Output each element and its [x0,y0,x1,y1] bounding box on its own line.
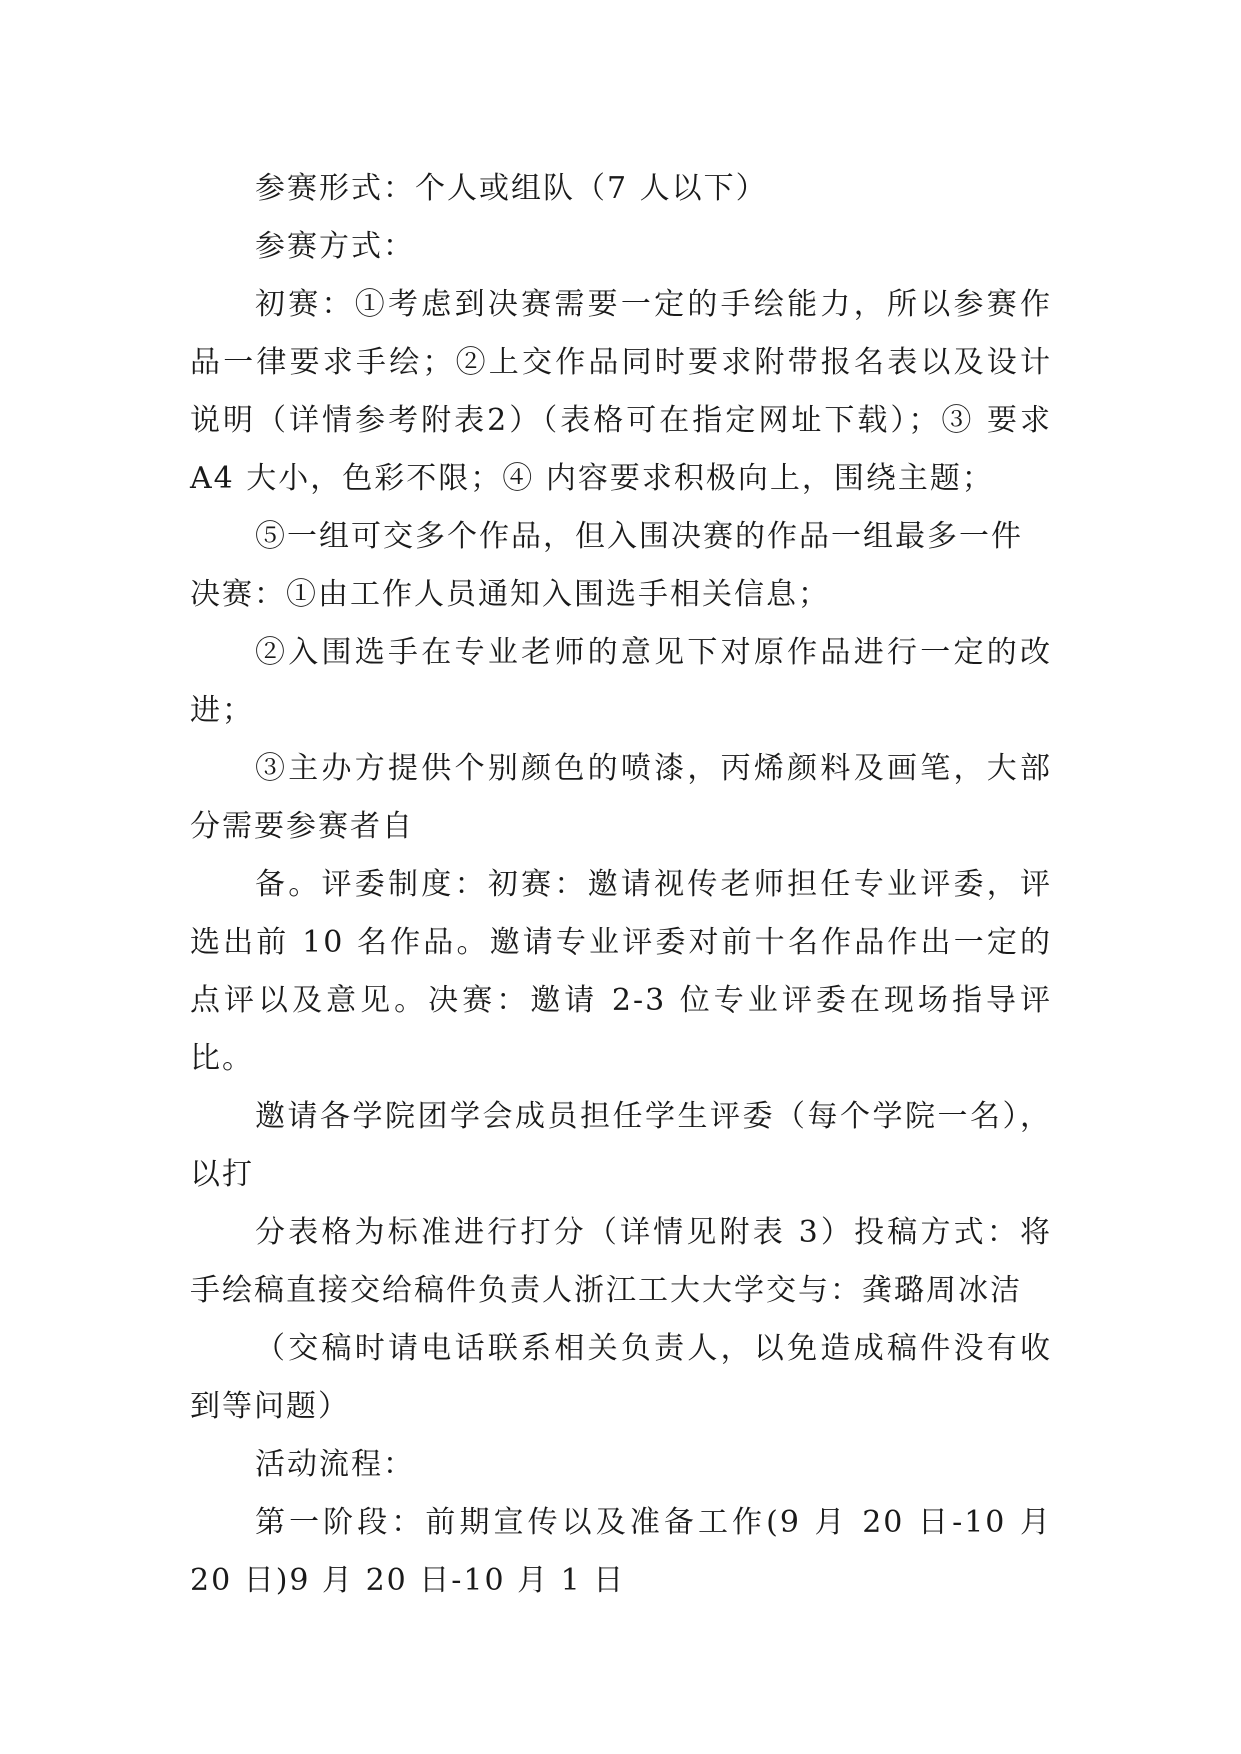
paragraph-preliminary: 初赛：①考虑到决赛需要一定的手绘能力，所以参赛作品一律要求手绘；②上交作品同时要求附带报名表以及设计说明（详情参考附表2）（表格可在指定网址下载）；③ 要求A4 大小，色彩不限；④ 内容要求积极向上，围绕主题； [190,287,1052,496]
paragraph-judging: 备。评委制度：初赛：邀请视传老师担任专业评委，评选出前 10 名作品。邀请专业评委对前十名作品作出一定的点评以及意见。决赛：邀请 2-3 位专业评委在现场指导评比。 [190,867,1052,1076]
paragraph-entry-method: 参赛方式： [255,229,415,264]
paragraph-process-heading: 活动流程： [255,1447,415,1482]
paragraph-preliminary-item-5: ⑤一组可交多个作品，但入围决赛的作品一组最多一件 [255,519,1023,554]
paragraph-submission: 分表格为标准进行打分（详情见附表 3）投稿方式：将手绘稿直接交给稿件负责人浙江工大大学交与：龚璐周冰洁 [190,1215,1052,1308]
paragraph-final-item-3: ③主办方提供个别颜色的喷漆，丙烯颜料及画笔，大部分需要参赛者自 [190,751,1052,844]
paragraph-student-judges: 邀请各学院团学会成员担任学生评委（每个学院一名），以打 [190,1099,1052,1192]
paragraph-final-item-2: ②入围选手在专业老师的意见下对原作品进行一定的改进； [190,635,1052,728]
paragraph-submission-note: （交稿时请电话联系相关负责人，以免造成稿件没有收到等问题） [190,1331,1052,1424]
document-body [190,160,1052,1610]
paragraph-entry-format: 参赛形式：个人或组队（7 人以下） [255,171,768,206]
paragraph-stage-one: 第一阶段：前期宣传以及准备工作(9 月 20 日-10 月 20 日)9 月 20 日-10 月 1 日 [190,1505,1052,1598]
paragraph-final: 决赛：①由工作人员通知入围选手相关信息； [190,577,830,612]
